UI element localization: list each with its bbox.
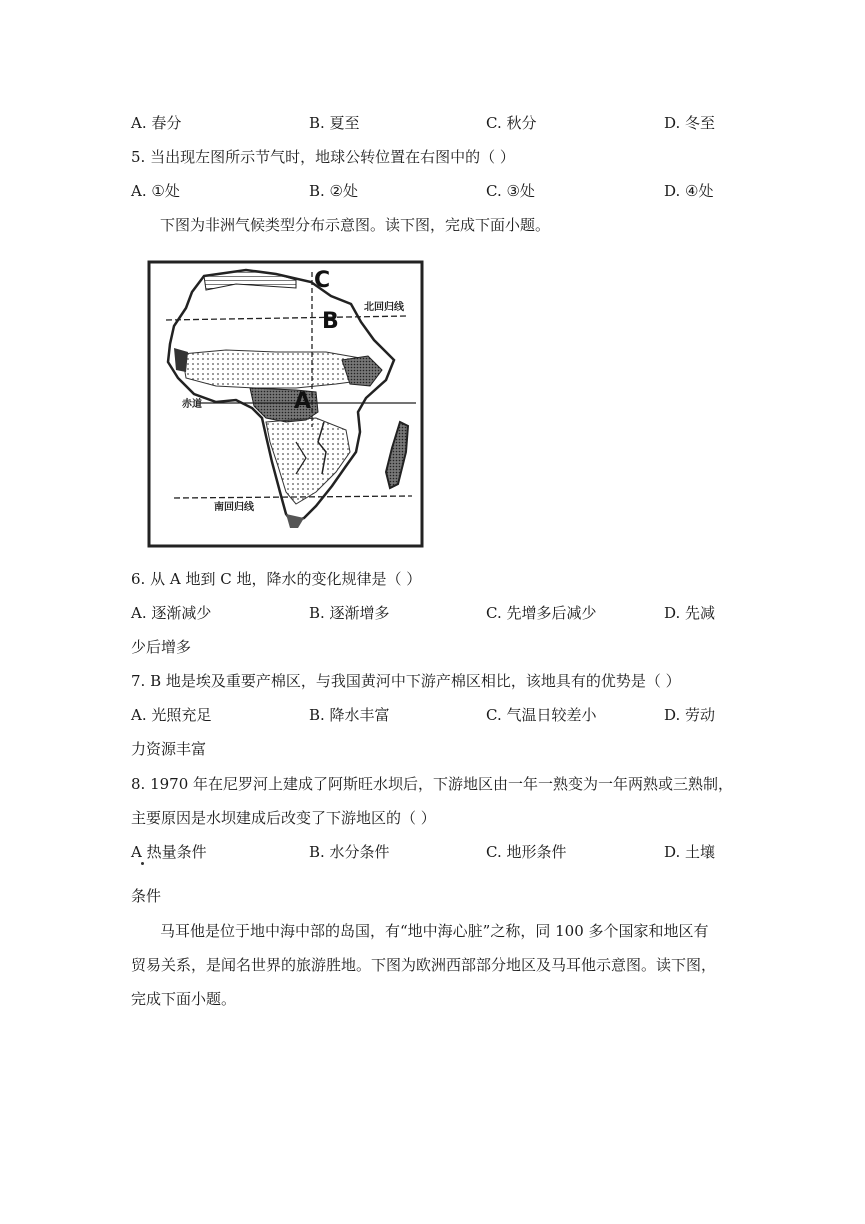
q6-option-a: A. 逐渐减少 (131, 604, 212, 622)
africa-climate-map (146, 252, 426, 550)
q7-option-b: B. 降水丰富 (309, 706, 390, 724)
q6-option-d: D. 先减 (664, 604, 716, 622)
q4-option-a: A. 春分 (131, 114, 182, 132)
q4-option-d: D. 冬至 (664, 114, 716, 132)
q5-option-d: D. ④处 (664, 182, 714, 200)
q5-option-a: A. ①处 (131, 182, 180, 200)
q7-option-c: C. 气温日较差小 (486, 706, 597, 724)
q6-option-d-cont: 少后增多 (131, 638, 192, 656)
q8-stem-line2: 主要原因是水坝建成后改变了下游地区的（ ） (131, 809, 436, 827)
malta-intro-line3: 完成下面小题。 (131, 990, 237, 1008)
malta-intro-line2: 贸易关系，是闻名世界的旅游胜地。下图为欧洲西部部分地区及马耳他示意图。读下图， (131, 956, 717, 974)
tropic-north-label: 北回归线 (364, 302, 404, 313)
q8-option-b: B. 水分条件 (309, 843, 390, 861)
q6-stem: 6. 从 A 地到 C 地，降水的变化规律是（ ） (131, 570, 422, 588)
africa-intro: 下图为非洲气候类型分布示意图。读下图，完成下面小题。 (160, 216, 551, 234)
map-label-c: C (314, 268, 331, 293)
q5-stem: 5. 当出现左图所示节气时，地球公转位置在右图中的（ ） (131, 148, 515, 166)
q6-option-c: C. 先增多后减少 (486, 604, 597, 622)
tropic-south-label: 南回归线 (214, 502, 254, 513)
map-label-a: A (294, 389, 312, 414)
q6-option-b: B. 逐渐增多 (309, 604, 390, 622)
q8-stem-line1: 8. 1970 年在尼罗河上建成了阿斯旺水坝后，下游地区由一年一熟变为一年两熟或三熟制， (131, 775, 734, 793)
q4-option-c: C. 秋分 (486, 114, 537, 132)
q7-option-a: A. 光照充足 (131, 706, 212, 724)
malta-intro-line1: 马耳他是位于地中海中部的岛国，有“地中海心脏”之称，同 100 多个国家和地区有 (160, 922, 709, 940)
q8-option-d-cont: 条件 (131, 887, 162, 905)
stray-dot (141, 862, 144, 865)
q4-option-b: B. 夏至 (309, 114, 360, 132)
q8-option-a: A 热量条件 (131, 843, 207, 861)
q7-option-d-cont: 力资源丰富 (131, 740, 207, 758)
q5-option-b: B. ②处 (309, 182, 359, 200)
map-label-b: B (322, 309, 339, 334)
q8-option-d: D. 土壤 (664, 843, 716, 861)
q7-option-d: D. 劳动 (664, 706, 716, 724)
q7-stem: 7. B 地是埃及重要产棉区，与我国黄河中下游产棉区相比，该地具有的优势是（ ） (131, 672, 681, 690)
q5-option-c: C. ③处 (486, 182, 535, 200)
equator-label: 赤道 (182, 399, 202, 410)
q8-option-c: C. 地形条件 (486, 843, 567, 861)
